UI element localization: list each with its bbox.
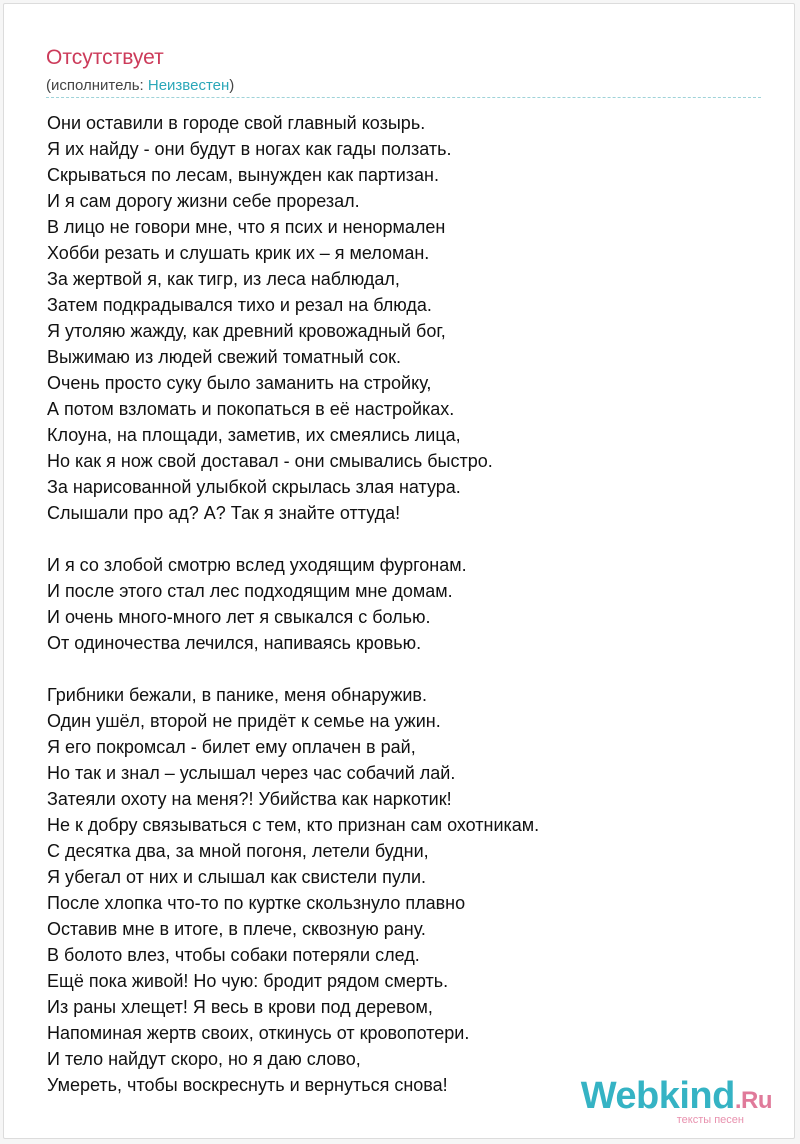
lyric-line: Я убегал от них и слышал как свистели пули. [47, 867, 427, 887]
site-logo[interactable] [580, 1074, 772, 1126]
lyric-line: Но так и знал – услышал через час собачий лай. [47, 763, 456, 783]
logo-brand: Webkind [580, 1075, 735, 1117]
lyric-line: Я его покромсал - билет ему оплачен в рай, [47, 737, 416, 757]
lyric-line: Не к добру связываться с тем, кто признан сам охотникам. [47, 815, 540, 835]
lyric-line: Один ушёл, второй не придёт к семье на ужин. [47, 711, 441, 731]
lyric-line: В болото влез, чтобы собаки потеряли след. [47, 945, 420, 965]
stanza-break [47, 656, 767, 682]
lyric-line: Слышали про ад? А? Так я знайте оттуда! [47, 503, 401, 523]
lyric-line: За нарисованной улыбкой скрылась злая натура. [47, 477, 461, 497]
lyric-line: И я со злобой смотрю вслед уходящим фургонам. [47, 555, 467, 575]
lyric-line: Затем подкрадывался тихо и резал на блюда. [47, 295, 432, 315]
lyric-line: И очень много-много лет я свыкался с болью. [47, 607, 431, 627]
lyric-line: Но как я нож свой доставал - они смывались быстро. [47, 451, 493, 471]
artist-line [46, 77, 234, 94]
artist-prefix: (исполнитель: [46, 77, 148, 94]
artist-link[interactable]: Неизвестен [147, 77, 230, 94]
lyric-line: И тело найдут скоро, но я даю слово, [47, 1049, 361, 1069]
lyric-line: Затеяли охоту на меня?! Убийства как наркотик! [47, 789, 452, 809]
lyric-line: Оставив мне в итоге, в плече, сквозную рану. [47, 919, 426, 939]
lyric-line: Я их найду - они будут в ногах как гады ползать. [47, 139, 452, 159]
artist-suffix: ) [229, 77, 235, 94]
lyric-line: В лицо не говори мне, что я псих и ненормален [47, 217, 446, 237]
lyric-line: Из раны хлещет! Я весь в крови под деревом, [47, 997, 433, 1017]
page-card [3, 3, 795, 1139]
lyrics-text [47, 110, 767, 1098]
lyric-line: Очень просто суку было заманить на стройку, [47, 373, 432, 393]
lyric-line: За жертвой я, как тигр, из леса наблюдал, [47, 269, 400, 289]
lyric-line: Грибники бежали, в панике, меня обнаружив. [47, 685, 427, 705]
lyric-line: А потом взломать и покопаться в её настройках. [47, 399, 455, 419]
lyric-line: Умереть, чтобы воскреснуть и вернуться снова! [47, 1075, 448, 1095]
lyric-line: Клоуна, на площади, заметив, их смеялись лица, [47, 425, 461, 445]
lyric-line: И после этого стал лес подходящим мне домам. [47, 581, 453, 601]
lyric-line: С десятка два, за мной погоня, летели будни, [47, 841, 429, 861]
lyric-line: От одиночества лечился, напиваясь кровью. [47, 633, 422, 653]
lyric-line: Я утоляю жажду, как древний кровожадный бог, [47, 321, 446, 341]
lyric-line: После хлопка что-то по куртке скользнуло плавно [47, 893, 466, 913]
logo-tld: .Ru [734, 1087, 772, 1114]
lyric-line: Напоминая жертв своих, откинусь от кровопотери. [47, 1023, 470, 1043]
logo-tagline: тексты песен [676, 1114, 744, 1126]
stanza-break [47, 526, 767, 552]
lyric-line: Ещё пока живой! Но чую: бродит рядом смерть. [47, 971, 449, 991]
lyric-line: Выжимаю из людей свежий томатный сок. [47, 347, 402, 367]
header-divider [46, 97, 761, 98]
lyric-line: И я сам дорогу жизни себе прорезал. [47, 191, 360, 211]
lyric-line: Скрываться по лесам, вынужден как партизан. [47, 165, 440, 185]
lyric-line: Они оставили в городе свой главный козырь. [47, 113, 426, 133]
song-title: Отсутствует [46, 46, 164, 69]
lyric-line: Хобби резать и слушать крик их – я меломан. [47, 243, 430, 263]
